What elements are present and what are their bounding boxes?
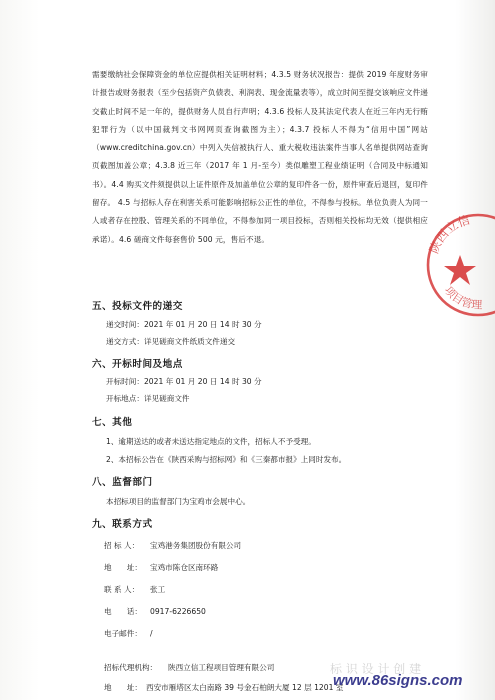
site-logo: www.86signs.com [333, 672, 463, 689]
svg-text:项目管理 [442, 284, 483, 312]
section-heading-opening: 六、开标时间及地点 [92, 359, 183, 370]
section-heading-contact: 九、联系方式 [92, 519, 153, 530]
section-heading-other: 七、其他 [92, 417, 133, 428]
company-seal [418, 203, 495, 323]
opening-time: 开标时间：2021 年 01 月 20 日 14 时 30 分 [106, 377, 262, 386]
agency-value: 陕西立信工程项目管理有限公司 [168, 663, 275, 672]
seal-text-top: 陕西立信 [426, 212, 472, 256]
agency-label: 招标代理机构： [104, 663, 158, 672]
contact-label: 联 系 人： [104, 585, 140, 594]
other-item-1: 1、逾期送达的或者未送达指定地点的文件，招标人不予受理。 [106, 437, 316, 446]
svg-text:陕西立信 [426, 212, 472, 256]
address-label: 地 址： [104, 563, 142, 572]
tenderer-label: 招 标 人： [104, 541, 140, 550]
address-value: 宝鸡市陈仓区南环路 [150, 563, 219, 572]
other-item-2: 2、本招标公告在《陕西采购与招标网》和《三秦都市报》上同时发布。 [106, 455, 347, 464]
watermark-text: 标 识 设 计 创 建 [330, 662, 422, 676]
tenderer-value: 宝鸡港务集团股份有限公司 [150, 541, 242, 550]
agency-address-value: 西安市雁塔区太白南路 39 号金石柏朗大厦 12 层 1201 室 [146, 683, 344, 692]
submission-time: 递交时间：2021 年 01 月 20 日 14 时 30 分 [106, 320, 262, 329]
section-heading-supervision: 八、监督部门 [92, 477, 153, 488]
phone-value: 0917-6226650 [150, 607, 206, 616]
section-heading-submission: 五、投标文件的递交 [92, 301, 183, 312]
email-label: 电子邮件： [104, 629, 142, 638]
phone-label: 电 话： [104, 607, 142, 616]
contact-value: 张工 [150, 585, 166, 594]
email-value: / [150, 629, 153, 638]
body-paragraph: 需要缴纳社会保障资金的单位应提供相关证明材料；4.3.5 财务状况报告：提供 2019 年度财务审计报告或财务报表（至少包括资产负债表、利润表、现金流量表等），成立时间至提交该响应文件递交截止时间不足一年的，提供财务人员自行声明；4.3.6 投标人及其法定代表人在近三年内无行贿犯罪行为（以中国裁判文书网网页查询截图为主）；4.3.7 投标人不得为“信用中国”网站（www.creditchina.gov.cn）中列入失信被执行人、重大税收违法案件当事人名单提供网站查询页截图加盖公章；4.3.8 近三年（2017 年 1 月-至今）类似雕塑工程业绩证明（合同及中标通知书）。4.4 购买文件须提供以上证件原件及加盖单位公章的复印件各一份，原件审查后退回，复印件留存。 4.5 与招标人存在利害关系可能影响招标公正性的单位，不得参与投标。单位负责人为同一人或者存在控股、管理关系的不同单位，不得参加同一项目投标，否则相关投标均无效（提供相应承诺）。4.6 磋商文件每套售价 500 元，售后不退。 [92, 70, 428, 244]
seal-star-icon [444, 255, 476, 285]
supervision-text: 本招标项目的监督部门为宝鸡市会展中心。 [106, 497, 251, 506]
seal-text-bottom: 项目管理 [441, 283, 483, 312]
agency-address-label: 地 址： [104, 683, 142, 692]
submission-method: 递交方式：详见磋商文件纸质文件递交 [106, 337, 236, 346]
opening-place: 开标地点：详见磋商文件 [106, 394, 190, 403]
